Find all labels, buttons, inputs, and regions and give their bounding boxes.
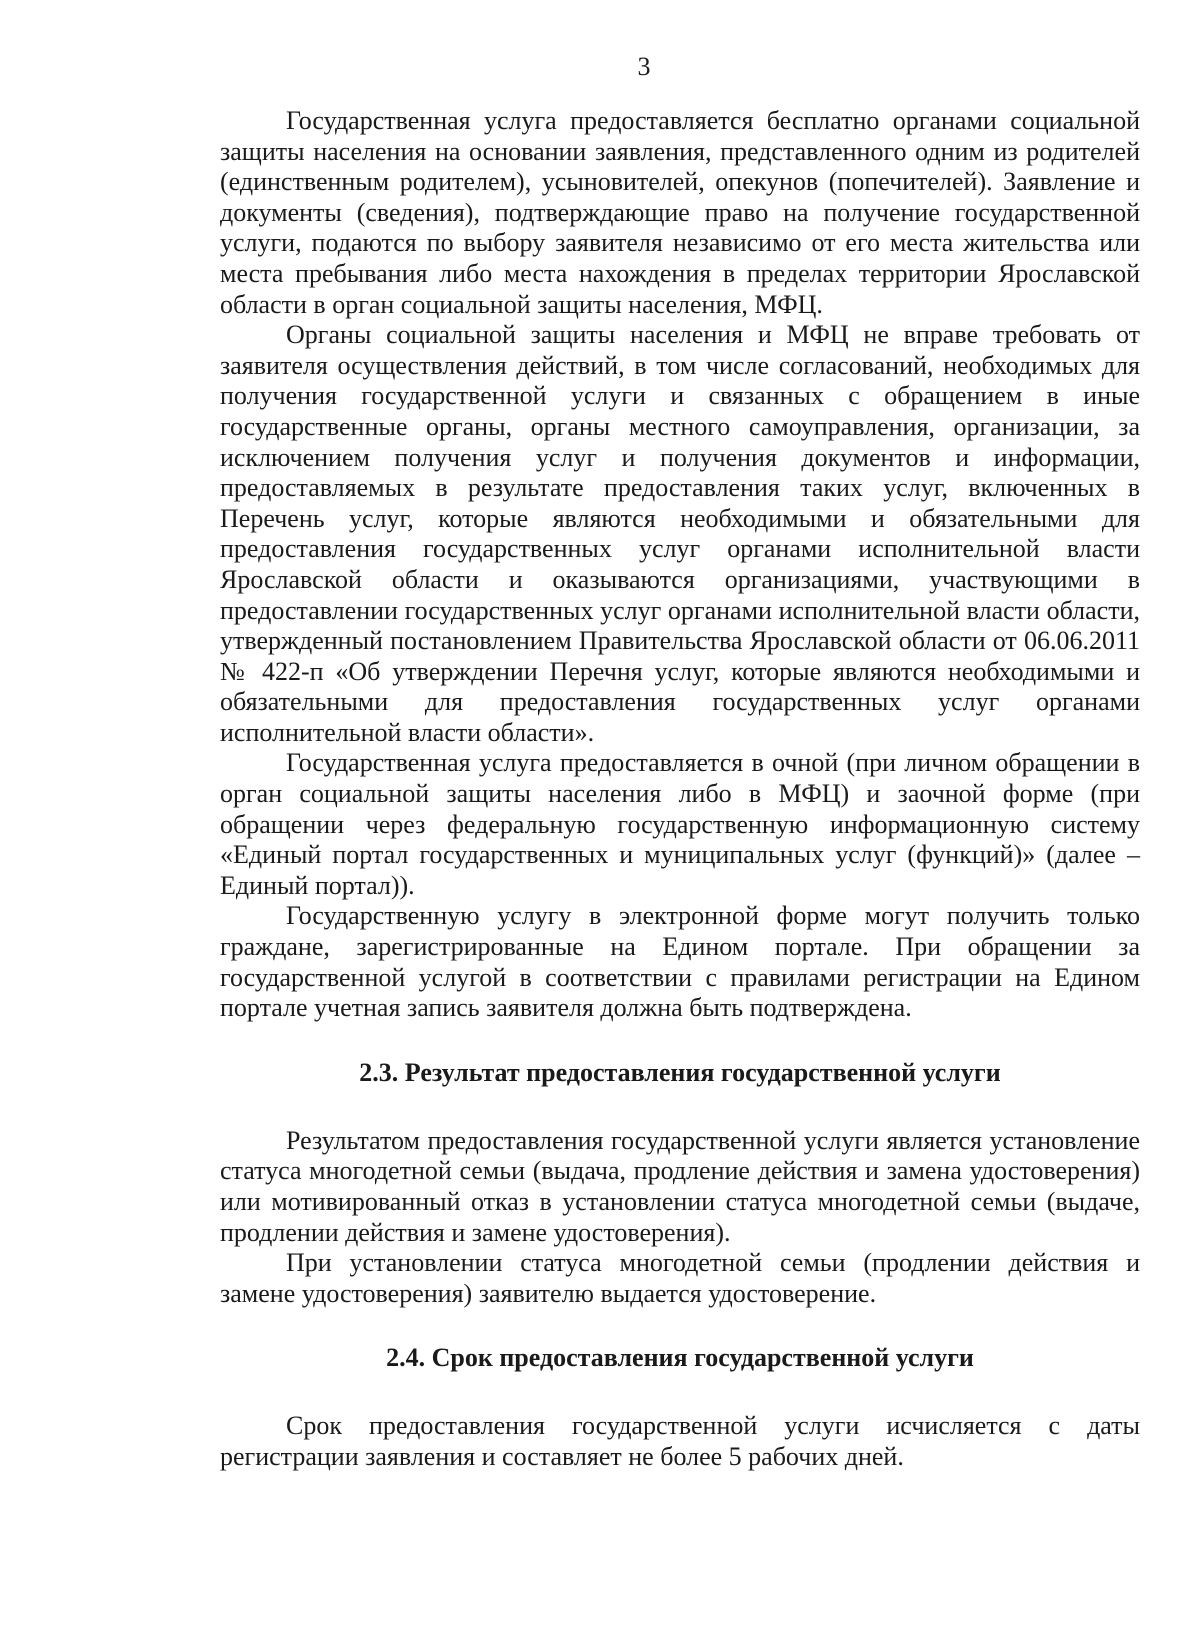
section-heading-result: 2.3. Результат предоставления государственной услуги [359,1057,1001,1087]
paragraph-electronic-form: Государственную услугу в электронной форме могут получить только граждане, зарегистрированные на Едином портале. При обращении за государственной услугой в соответствии с правилами регистрации на Едином портале учетная запись заявителя должна быть подтверждена. [220,901,1140,1023]
paragraph-term: Срок предоставления государственной услуги исчисляется с даты регистрации заявления и составляет не более 5 рабочих дней. [220,1411,1140,1471]
section-heading-term: 2.4. Срок предоставления государственной услуги [386,1343,974,1373]
paragraph-service-forms: Государственная услуга предоставляется в очной (при личном обращении в орган социальной защиты населения либо в МФЦ) и заочной форме (при обращении через федеральную государственную информационную систему «Единый портал государственных и муниципальных услуг (функций)» (далее – Единый портал)). [220,748,1140,900]
paragraph-result: Результатом предоставления государственной услуги является установление статуса многодетной семьи (выдача, продление действия и замена удостоверения) или мотивированный отказ в установлении статуса многодетной семьи (выдаче, продлении действия и замене удостоверения). [220,1125,1140,1247]
document-body [220,106,1140,1473]
paragraph-restrictions: Органы социальной защиты населения и МФЦ не вправе требовать от заявителя осуществления действий, в том числе согласований, необходимых для получения государственной услуги и связанных с обращением в иные государственные органы, органы местного самоуправления, организации, за исключением получения услуг и получения документов и информации, предоставляемых в результате предоставления таких услуг, включенных в Перечень услуг, которые являются необходимыми и обязательными для предоставления государственных услуг органами исполнительной власти Ярославской области и оказываются организациями, участвующими в предоставлении государственных услуг органами исполнительной власти области, утвержденный постановлением Правительства Ярославской области от 06.06.2011 № 422-п «Об утверждении Перечня услуг, которые являются необходимыми и обязательными для предоставления государственных услуг органами исполнительной власти области». [220,320,1140,747]
paragraph-service-provision: Государственная услуга предоставляется бесплатно органами социальной защиты населения на основании заявления, представленного одним из родителей (единственным родителем), усыновителей, опекунов (попечителей). Заявление и документы (сведения), подтверждающие право на получение государственной услуги, подаются по выбору заявителя независимо от его места жительства или места пребывания либо места нахождения в пределах территории Ярославской области в орган социальной защиты населения, МФЦ. [220,106,1140,319]
paragraph-certificate: При установлении статуса многодетной семьи (продлении действия и замене удостоверения) заявителю выдается удостоверение. [220,1248,1140,1308]
page-number: 3 [637,52,651,81]
